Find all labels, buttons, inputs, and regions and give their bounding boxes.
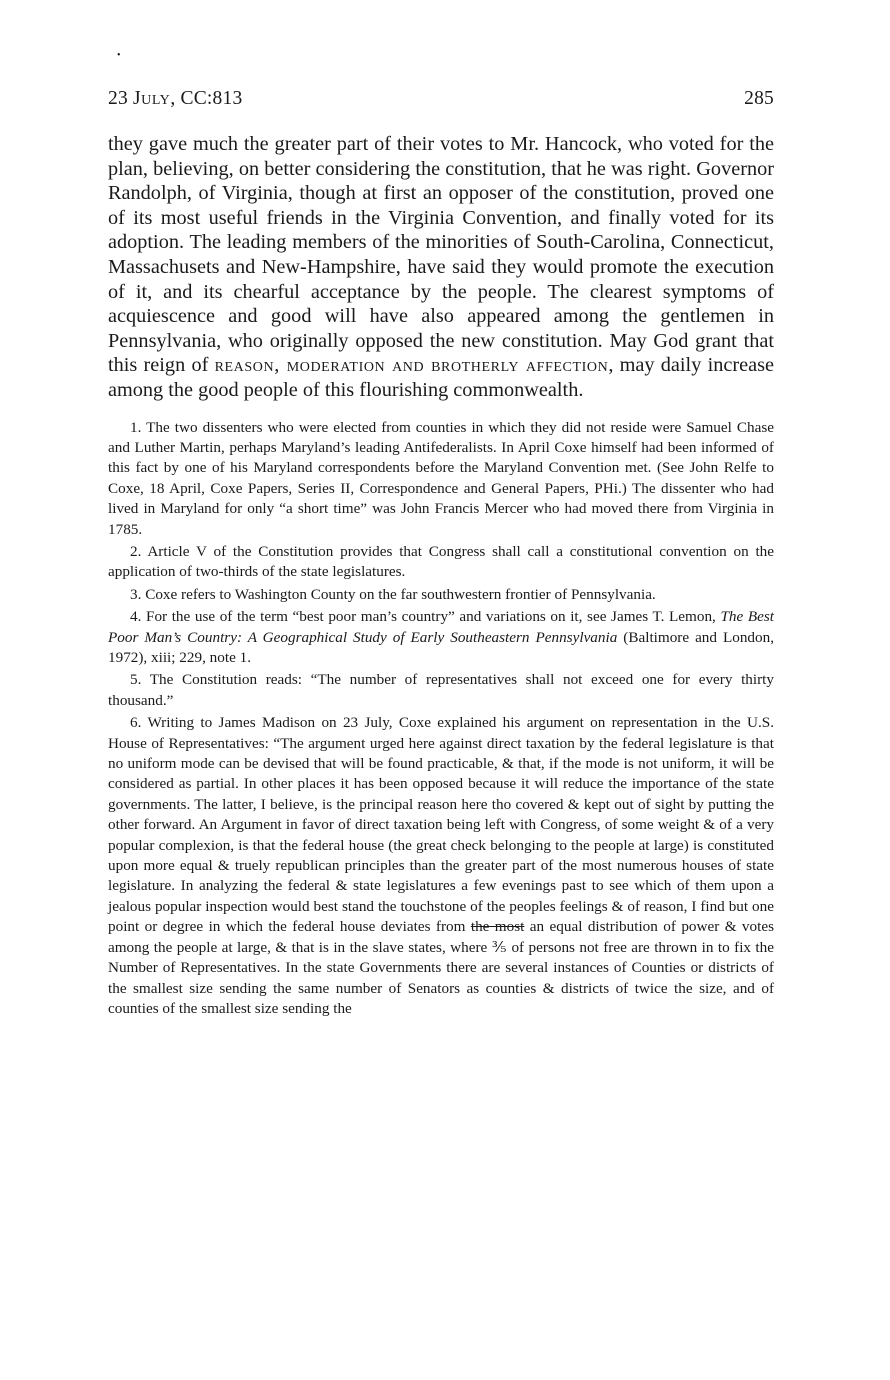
running-header — [108, 88, 774, 110]
footnote-1: 1. The two dissenters who were elected from counties in which they did not reside were Samuel Chase and Luther Martin, perhaps Maryland’s leading Antifederalists. In April Coxe himself had been informed of this fact by one of his Maryland correspondents before the Maryland Convention met. (See John Relfe to Coxe, 18 April, Coxe Papers, Series II, Correspondence and General Papers, PHi.) The dissenter who had lived in Maryland for only “a short time” was John Francis Mercer who had moved there from Virginia in 1785. — [108, 418, 774, 538]
body-small-caps: reason, moderation and brotherly affection — [214, 354, 609, 377]
footnotes — [108, 418, 774, 1020]
footnote-4-text-a: 4. For the use of the term “best poor man’s country” and variations on it, see James T. Lemon, — [130, 608, 721, 626]
header-month: July — [132, 88, 171, 109]
footnote-4-book-title: The Best Poor Man’s Country: A Geographical Study of Early Southeastern Pennsylvania — [108, 608, 774, 646]
footnote-5: 5. The Constitution reads: “The number of representatives shall not exceed one for every thirty thousand.” — [108, 671, 774, 709]
footnote-2: 2. Article V of the Constitution provides that Congress shall call a constitutional convention on the application of two-thirds of the state legislatures. — [108, 542, 774, 581]
body-text-part1: they gave much the greater part of their votes to Mr. Hancock, who voted for the plan, believing, on better considering the constitution, that he was right. Governor Randolph, of Virginia, though at first an opposer of the constitution, proved one of its most useful friends in the Virginia Convention, and finally voted for its adoption. The leading members of the minorities of South-Carolina, Connecticut, Massachusets and New-Hampshire, have said they would promote the execution of it, and its chearful acceptance by the people. The clearest symptoms of acquiescence and good will have also appeared among the gentlemen in Pennsylvania, who originally opposed the new constitution. May God grant that this reign of — [108, 133, 774, 377]
footnote-4 — [108, 607, 774, 668]
body-text-part2: , may daily increase among the good people of this flourishing commonwealth. — [108, 354, 774, 401]
footnote-6 — [108, 713, 774, 1019]
stray-mark: • — [117, 50, 121, 61]
header-date-prefix: 23 — [108, 88, 133, 109]
footnote-3: 3. Coxe refers to Washington County on the far southwestern frontier of Pennsylvania. — [130, 585, 656, 603]
page — [108, 88, 774, 1021]
footnote-6-text-b: an equal distribution of power & votes among the people at large, & that is in the slave states, where ⅗ of persons not free are thrown in to fix the Number of Representatives. In the state Governments there are several instances of Counties or districts of the smallest size sending the same number of Senators as counties & districts of twice the size, and of counties of the smallest size sending the — [108, 918, 774, 1017]
footnote-4-text-b: (Baltimore and London, 1972), xiii; 229, note 1. — [108, 628, 775, 666]
header-left — [108, 88, 242, 110]
page-number: 285 — [744, 88, 774, 109]
body-paragraph — [108, 132, 774, 403]
footnote-6-text-a: 6. Writing to James Madison on 23 July, Coxe explained his argument on representation in the U.S. House of Representatives: “The argument urged here against direct taxation by the federal legislature is that no uniform mode can be devised that will be found practicable, & that, if the mode is not uniform, it will be considered as partial. In other places it has been opposed because it will reduce the importance of the state governments. The latter, I believe, is the principal reason here tho covered & kept out of sight by putting the other forward. An Argument in favor of direct taxation being left with Congress, of some weight & of a very popular complexion, is that the federal house (the great check belonging to the people at large) is constituted upon more equal & truely republican principles than the greater part of the most numerous houses of state legislature. In analyzing the federal & state legislatures a few evenings past to see which of them upon a jealous popular inspection would best stand the touchstone of the peoples feelings & of reason, I find but one point or degree in which the federal house deviates from — [108, 714, 774, 936]
header-doc-ref: , CC:813 — [170, 88, 243, 109]
footnote-6-struck-text: the most — [470, 918, 525, 936]
